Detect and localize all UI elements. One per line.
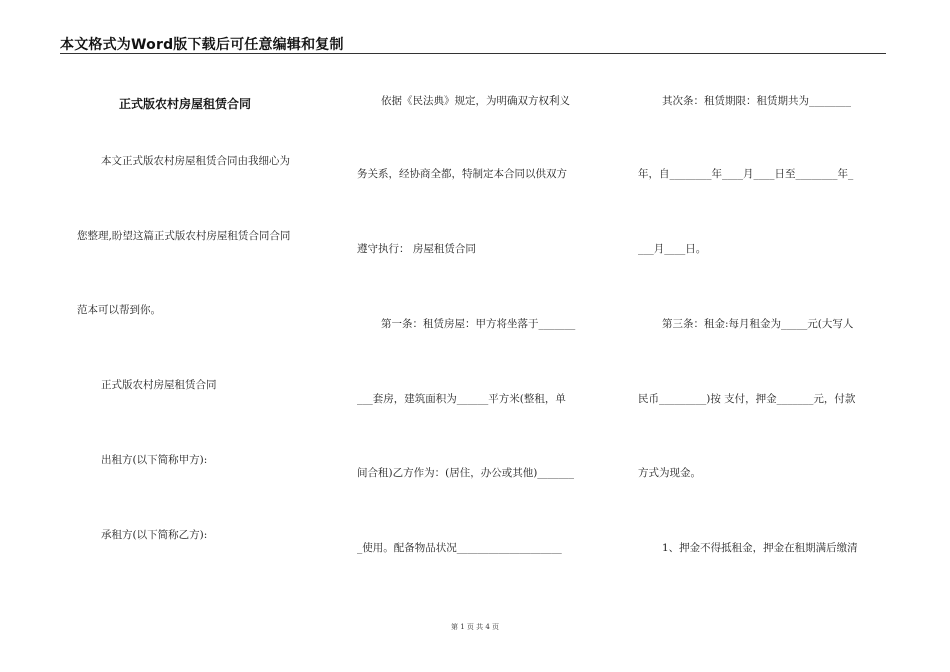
col2-line-2: 务关系，经协商全都，特制定本合同以供双方 [357,168,567,180]
header-rule [60,53,886,54]
col1-line-1: 本文正式版农村房屋租赁合同由我细心为 [101,155,290,167]
col1-line-4: 正式版农村房屋租赁合同 [101,379,217,391]
col2-line-5: ___套房，建筑面积为______平方米(整租，单 [357,393,566,405]
col3-line-4: 第三条：租金:每月租金为_____元(大写人 [662,318,854,330]
col1-line-2: 您整理,盼望这篇正式版农村房屋租赁合同合同 [77,230,291,242]
page-number-footer: 第 1 页 共 4 页 [450,623,500,631]
col2-line-4: 第一条：租赁房屋：甲方将坐落于_______ [381,318,576,330]
col3-line-1: 其次条：租赁期限：租赁期共为________ [662,95,851,107]
col3-line-6: 方式为现金。 [638,467,701,479]
col1-line-3: 范本可以帮到你。 [77,304,161,316]
col2-line-7: _使用。配备物品状况____________________ [357,542,562,554]
col3-line-7: 1、押金不得抵租金，押金在租期满后缴清 [662,542,858,554]
col2-line-3: 遵守执行： 房屋租赁合同 [357,243,476,255]
download-banner: 本文格式为Word版下载后可任意编辑和复制 [60,37,344,53]
col3-line-3: ___月____日。 [638,243,707,255]
col2-line-6: 间合租)乙方作为：(居住，办公或其他)_______ [357,467,575,479]
col3-line-2: 年，自________年____月____日至________年_ [638,168,854,180]
col1-line-6: 承租方(以下简称乙方): [101,529,208,541]
col3-line-5: 民币_________)按 支付，押金_______元，付款 [638,393,856,405]
document-title: 正式版农村房屋租赁合同 [119,97,252,111]
col1-line-5: 出租方(以下简称甲方): [101,454,208,466]
col2-line-1: 依据《民法典》规定，为明确双方权利义 [381,95,570,107]
